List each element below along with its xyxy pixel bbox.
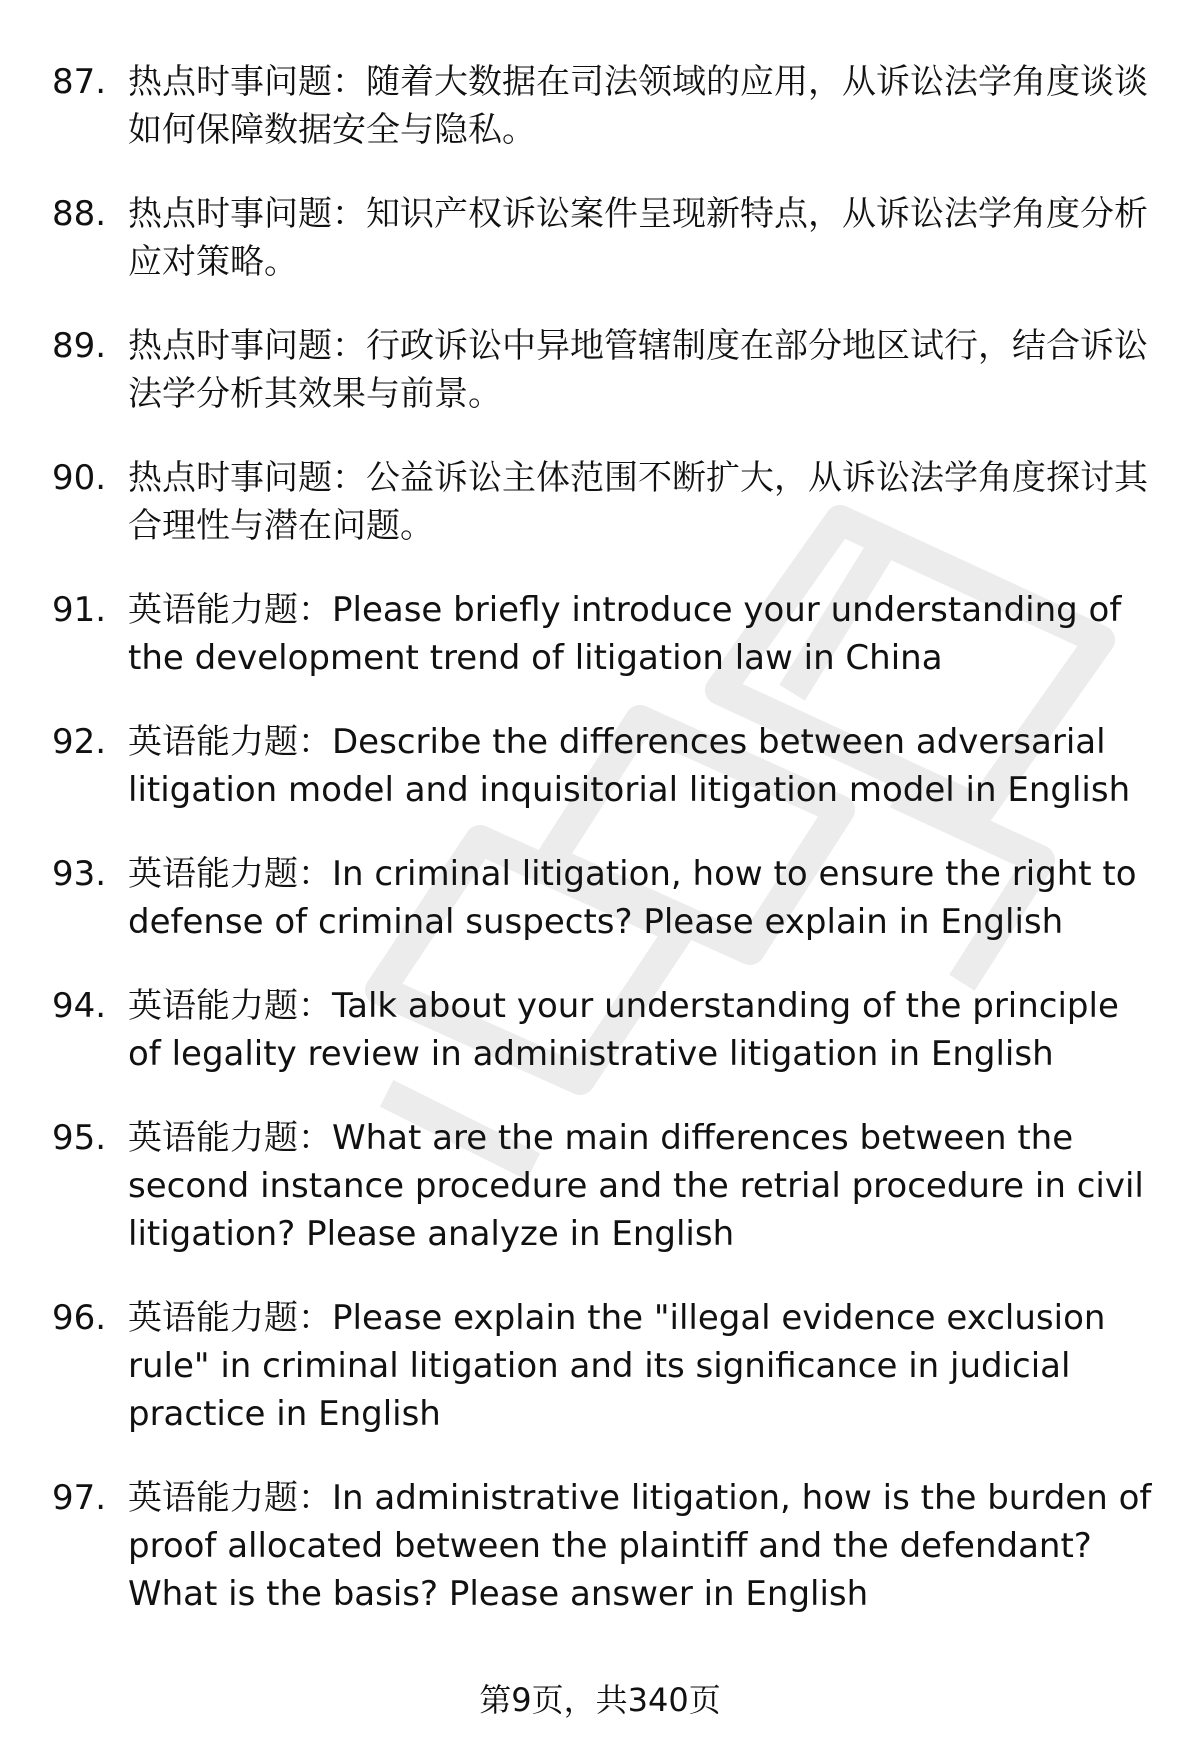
category-separator: ：	[298, 986, 332, 1026]
question-number: 96.	[52, 1298, 107, 1338]
question-text	[128, 1114, 1152, 1258]
question-item	[0, 718, 1200, 814]
question-list	[0, 58, 1200, 1654]
question-category: 热点时事问题	[128, 62, 332, 102]
question-category: 英语能力题	[128, 986, 298, 1026]
question-number: 89.	[52, 326, 107, 366]
question-category: 英语能力题	[128, 1118, 298, 1158]
question-item	[0, 1114, 1200, 1258]
question-category: 英语能力题	[128, 722, 298, 762]
question-text	[128, 454, 1152, 550]
question-category: 英语能力题	[128, 1478, 298, 1518]
category-separator: ：	[332, 62, 366, 102]
question-number: 91.	[52, 590, 107, 630]
question-category: 英语能力题	[128, 590, 298, 630]
question-body: Describe the differences between adversarial litigation model and inquisitorial litigation model in English	[128, 722, 1131, 810]
question-item	[0, 190, 1200, 286]
question-body: Talk about your understanding of the principle of legality review in administrative litigation in English	[128, 986, 1119, 1074]
question-number: 94.	[52, 986, 107, 1026]
question-item	[0, 1294, 1200, 1438]
question-item	[0, 850, 1200, 946]
category-separator: ：	[332, 326, 366, 366]
category-separator: ：	[298, 1478, 332, 1518]
question-item	[0, 322, 1200, 418]
question-number: 88.	[52, 194, 107, 234]
category-separator: ：	[332, 458, 366, 498]
question-text	[128, 1474, 1152, 1618]
question-item	[0, 586, 1200, 682]
question-body: In criminal litigation, how to ensure the right to defense of criminal suspects? Please explain in English	[128, 854, 1137, 942]
category-separator: ：	[332, 194, 366, 234]
question-body: In administrative litigation, how is the burden of proof allocated between the plaintiff and the defendant? What is the basis? Please answer in English	[128, 1478, 1152, 1614]
question-number: 97.	[52, 1478, 107, 1518]
category-separator: ：	[298, 590, 332, 630]
question-number: 90.	[52, 458, 107, 498]
question-body: What are the main differences between the second instance procedure and the retrial procedure in civil litigation? Please analyze in English	[128, 1118, 1144, 1254]
category-separator: ：	[298, 854, 332, 894]
question-body: 知识产权诉讼案件呈现新特点，从诉讼法学角度分析应对策略。	[128, 194, 1148, 282]
question-text	[128, 190, 1152, 286]
question-body: Please explain the "illegal evidence exclusion rule" in criminal litigation and its significance in judicial practice in English	[128, 1298, 1106, 1434]
question-item	[0, 58, 1200, 154]
question-number: 93.	[52, 854, 107, 894]
question-body: 公益诉讼主体范围不断扩大，从诉讼法学角度探讨其合理性与潜在问题。	[128, 458, 1148, 546]
question-body: 行政诉讼中异地管辖制度在部分地区试行，结合诉讼法学分析其效果与前景。	[128, 326, 1148, 414]
question-number: 95.	[52, 1118, 107, 1158]
question-text	[128, 322, 1152, 418]
question-category: 热点时事问题	[128, 326, 332, 366]
category-separator: ：	[298, 1298, 332, 1338]
question-number: 92.	[52, 722, 107, 762]
question-text	[128, 718, 1152, 814]
category-separator: ：	[298, 1118, 332, 1158]
question-item	[0, 982, 1200, 1078]
page-footer: 第9页，共340页	[479, 1681, 721, 1719]
question-category: 英语能力题	[128, 854, 298, 894]
question-text	[128, 982, 1152, 1078]
question-text	[128, 586, 1152, 682]
question-number: 87.	[52, 62, 107, 102]
question-text	[128, 1294, 1152, 1438]
question-category: 英语能力题	[128, 1298, 298, 1338]
question-body: 随着大数据在司法领域的应用，从诉讼法学角度谈谈如何保障数据安全与隐私。	[128, 62, 1148, 150]
question-text	[128, 850, 1152, 946]
question-body: Please briefly introduce your understanding of the development trend of litigation law in China	[128, 590, 1122, 678]
question-item	[0, 454, 1200, 550]
question-category: 热点时事问题	[128, 458, 332, 498]
question-item	[0, 1474, 1200, 1618]
question-category: 热点时事问题	[128, 194, 332, 234]
question-text	[128, 58, 1152, 154]
category-separator: ：	[298, 722, 332, 762]
